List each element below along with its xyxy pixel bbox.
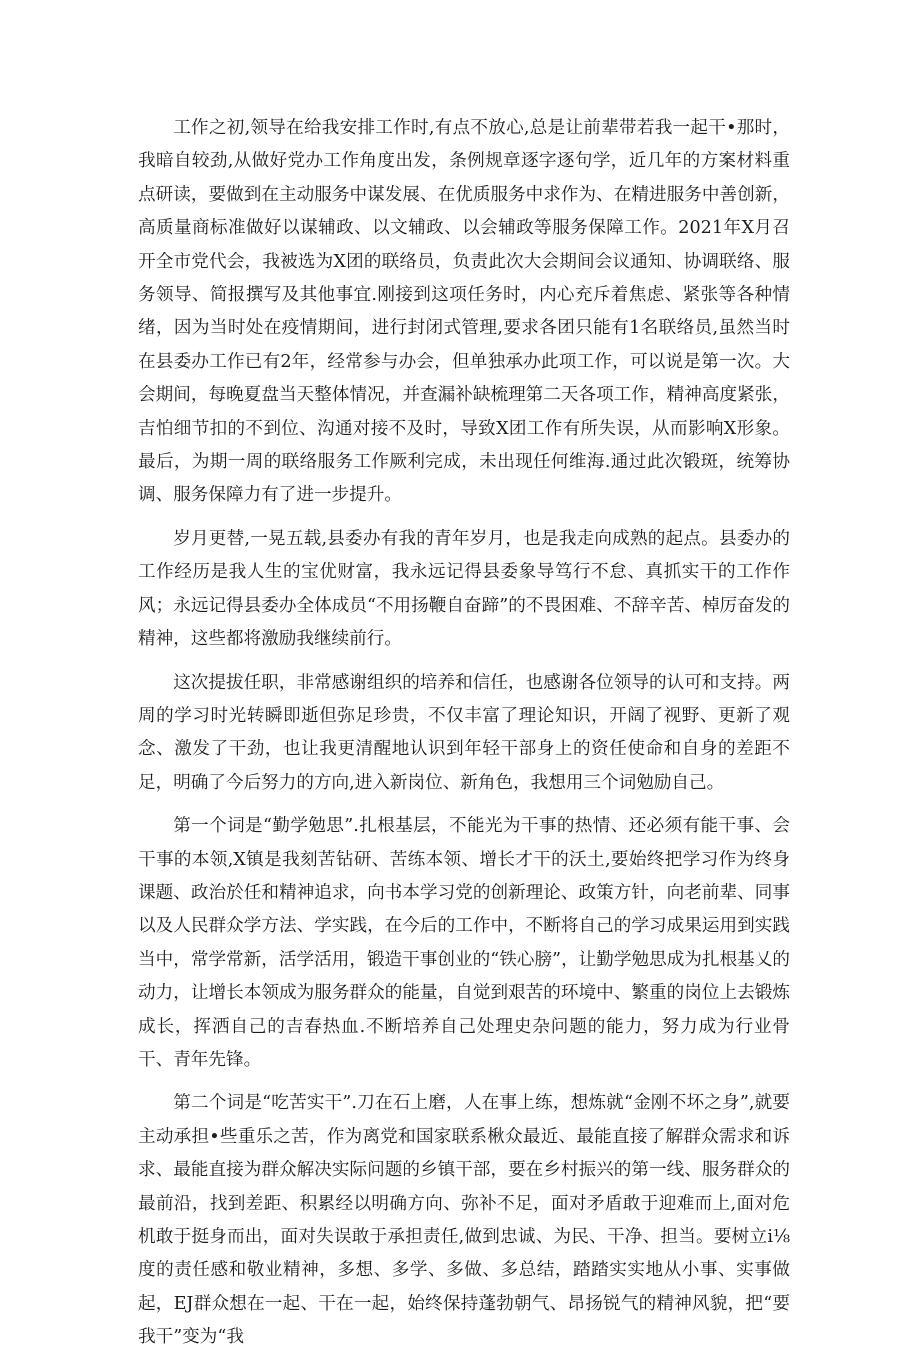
paragraph-5: 第二个词是“吃苦实干”.刀在石上磨，人在事上练，想炼就“金刚不坏之身”,就要主动承担•些重乐之苦，作为离党和国家联系楸众最近、最能直接了解群众需求和诉求、最能直接为群众解决实际问题的乡镇干部，要在乡村振兴的第一线、服务群众的最前沿，找到差距、积累经以明确方向、弥补不足，面对矛盾敢于迎难而上,面对危机敢于挺身而出，面对失误敢于承担责任,做到忠诚、为民、干净、担当。要树立i⅛度的责任感和敬业精神，多想、多学、多做、多总结，踏踏实实地从小事、实事做起，EJ群众想在一起、干在一起，始终保持蓬勃朝气、昂扬锐气的精神风貌，把“要我干”变为“我	[138, 1093, 790, 1348]
document-body	[138, 112, 790, 1365]
paragraph-3: 这次提拔任职，非常感谢组织的培养和信任，也感谢各位领导的认可和支持。两周的学习时光转瞬即逝但弥足珍贵，不仅丰富了理论知识，开阔了视野、更新了观念、激发了干劲，也让我更清醒地认识到年轻干部身上的资任使命和自身的差距不足，明确了今后努力的方向,进入新岗位、新角色，我想用三个词勉励自己。	[138, 672, 790, 793]
paragraph-1: 工作之初,领导在给我安排工作时,有点不放心,总是让前辈带若我一起干•那时，我暗自较劲,从做好党办工作角度出发，条例规章逐字逐句学，近几年的方案材料重点研读，要做到在主动服务中谋发展、在优质服务中求作为、在精进服务中善创新，高质量商标准做好以谋辅政、以文辅政、以会辅政等服务保障工作。2021年X月召开全市党代会，我被选为X团的联络员，负责此次大会期间会议通知、协调联络、服务领导、简报撰写及其他事宜.刚接到这项任务时，内心充斥着焦虑、紧张等各种情绪，因为当时处在疫情期间，进行封闭式管理,要求各团只能有1名联络员,虽然当时在县委办工作已有2年，经常参与办会，但单独承办此项工作，可以说是第一次。大会期间，每晚夏盘当天整体情况，并查漏补缺梳理第二天各项工作，精神高度紧张，吉怕细节扣的不到位、沟通对接不及时，导致X团工作有所失误，从而影响X形象。最后，为期一周的联络服务工作厥利完成，未出现任何维海.通过此次锻斑，统筹协调、服务保障力有了进一步提升。	[138, 118, 790, 506]
paragraph-2: 岁月更替,一晃五载,县委办有我的青年岁月，也是我走向成熟的起点。县委办的工作经历是我人生的宝优财富，我永远记得县委象导笃行不怠、真抓实干的工作作风；永远记得县委办全体成员“不用扬鞭自奋蹄”的不畏困难、不辞辛苦、棹厉奋发的精神，这些都将激励我继续前行。	[138, 528, 790, 650]
paragraph-4: 第一个词是“勤学勉思”.扎根基层，不能光为干事的热情、还必须有能干事、会干事的本领,X镇是我刻苦钻研、苦练本领、增长才干的沃土,要始终把学习作为终身课题、政治於任和精神追求，向书本学习党的创新理论、政策方针，向老前辈、同事以及人民群众学方法、学实践，在今后的工作中，不断将自己的学习成果运用到实践当中，常学常新，活学活用，锻造干事创业的“铁心膀”，让勤学勉思成为扎根基乂的动力，让增长本领成为服务群众的能量，自觉到艰苦的环境中、繁重的岗位上去锻炼成长，挥洒自己的吉春热血.不断培养自己处理史杂问题的能力，努力成为行业骨干、青年先锋。	[138, 816, 790, 1070]
